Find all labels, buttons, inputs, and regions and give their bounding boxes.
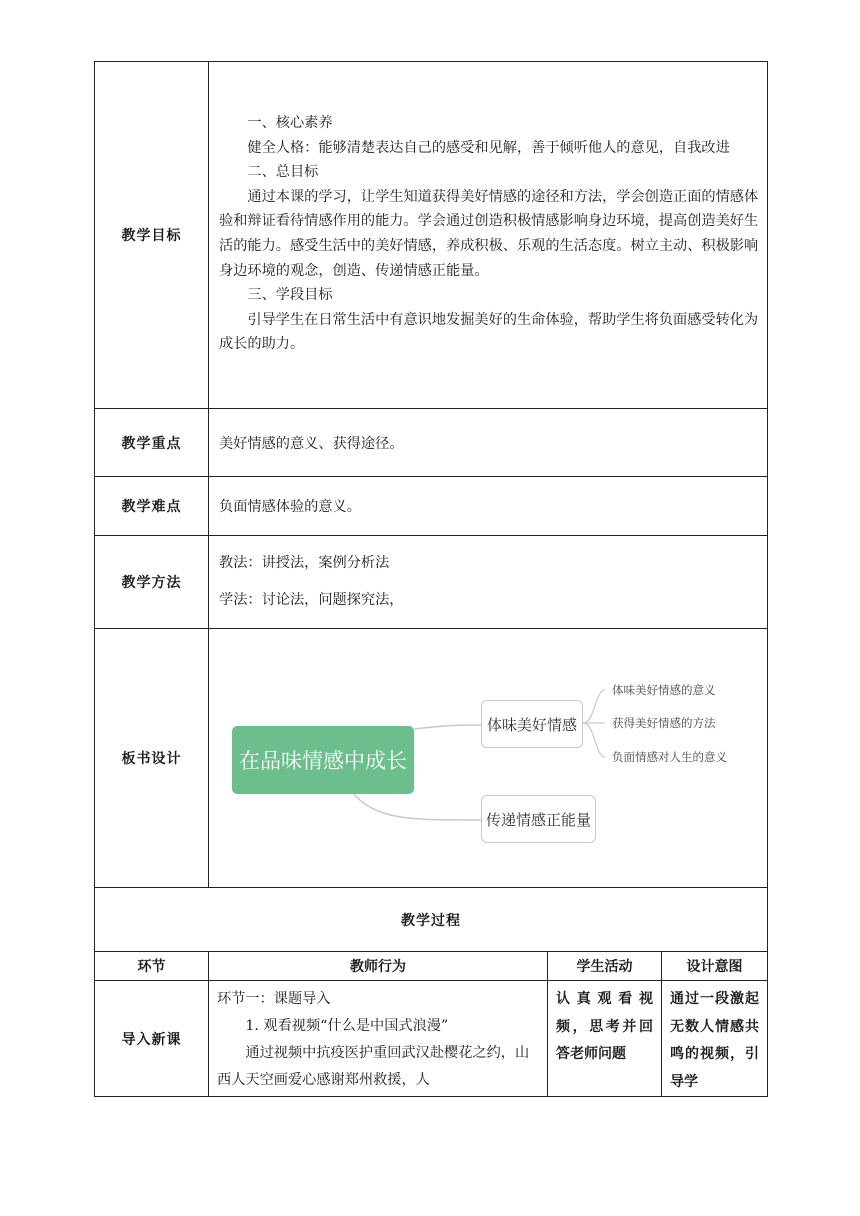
process-title: 教学过程 [95,888,768,952]
mind-map-leaf-3: 负面情感对人生的意义 [612,750,727,764]
objectives-content [209,62,768,409]
mind-map-root: 在品味情感中成长 [232,726,414,794]
mind-map-leaf-1: 体味美好情感的意义 [612,683,716,697]
mind-map-branch-2: 传递情感正能量 [481,795,596,843]
student-activity: 认真观看视频，思考并回答老师问题 [548,981,662,1097]
difficulties-label: 教学难点 [95,477,209,536]
difficulties-text: 负面情感体验的意义。 [209,477,768,536]
objectives-heading-3: 三、学段目标 [247,287,333,304]
header-stage: 环节 [95,952,209,981]
header-intent: 设计意图 [662,952,768,981]
mind-map [209,629,766,887]
learning-method: 学法：讨论法，问题探究法， [219,592,404,608]
header-student: 学生活动 [548,952,662,981]
lesson-plan-table [94,61,768,1097]
teacher-step-description: 通过视频中抗疫医护重回武汉赴樱花之约，山西人天空画爱心感谢郑州救援，人 [217,1045,530,1088]
methods-label: 教学方法 [95,536,209,629]
teaching-method: 教法：讲授法，案例分析法 [219,555,390,571]
teacher-step-title: 环节一：课题导入 [217,991,331,1007]
board-mindmap-cell [209,629,768,888]
key-points-text: 美好情感的意义、获得途径。 [209,409,768,477]
mind-map-leaf-2: 获得美好情感的方法 [612,716,716,730]
header-teacher: 教师行为 [209,952,548,981]
objectives-paragraph-1: 健全人格：能够清楚表达自己的感受和见解，善于倾听他人的意见，自我改进 [247,139,730,156]
key-points-label: 教学重点 [95,409,209,477]
objectives-heading-1: 一、核心素养 [247,115,333,132]
objectives-paragraph-2: 通过本课的学习，让学生知道获得美好情感的途径和方法，学会创造正面的情感体验和辩证看待情感作用的能力。学会通过创造积极情感影响身边环境，提高创造美好生活的能力。感受生活中的美好情感，养成积极、乐观的生活态度。树立主动、积极影响身边环境的观念，创造、传递情感正能量。 [219,188,759,279]
teacher-activity [209,981,548,1097]
board-label: 板书设计 [95,629,209,888]
design-intent: 通过一段激起无数人情感共鸣的视频，引导学 [662,981,768,1097]
mind-map-branch-1: 体味美好情感 [481,700,583,748]
stage-intro: 导入新课 [95,981,209,1097]
teacher-step-video: 1. 观看视频“什么是中国式浪漫” [245,1018,449,1034]
methods-content [209,536,768,629]
objectives-heading-2: 二、总目标 [247,164,319,181]
objectives-label: 教学目标 [95,62,209,409]
objectives-paragraph-3: 引导学生在日常生活中有意识地发掘美好的生命体验，帮助学生将负面感受转化为成长的助力。 [219,311,759,353]
